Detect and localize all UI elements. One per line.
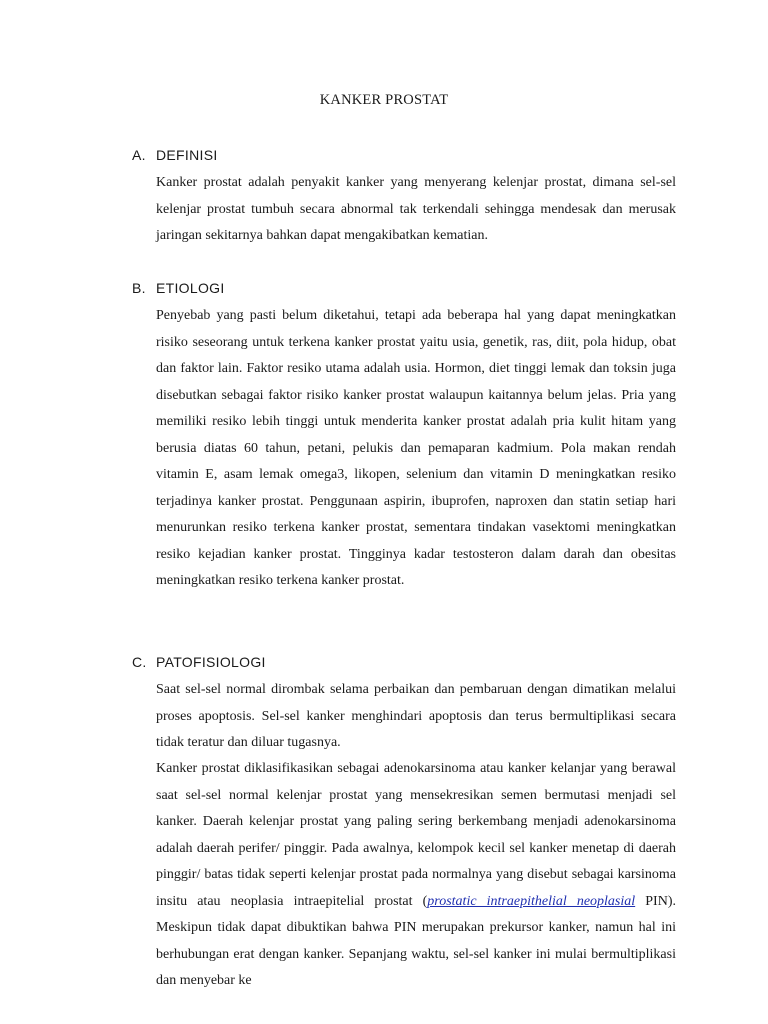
section-heading-patofisiologi: [132, 654, 266, 670]
section-letter: A.: [132, 147, 146, 163]
section-heading-definisi: [132, 147, 218, 163]
section-title: PATOFISIOLOGI: [156, 654, 266, 670]
definisi-paragraph: Kanker prostat adalah penyakit kanker yang menyerang kelenjar prostat, dimana sel-sel kelenjar prostat tumbuh secara abnormal tak terkendali sehingga mendesak dan merusak jaringan sekitarnya bahkan dapat mengakibatkan kematian.: [156, 175, 676, 243]
section-title: ETIOLOGI: [156, 280, 225, 296]
pin-term-link[interactable]: prostatic intraepithelial neoplasial: [427, 893, 636, 909]
document-title: KANKER PROSTAT: [319, 92, 449, 108]
paragraph-text-before-link: Kanker prostat diklasifikasikan sebagai adenokarsinoma atau kanker kelanjar yang berawal saat sel-sel normal kelenjar prostat yang mensekresikan semen bermutasi menjadi sel kanker. Daerah kelenjar prostat yang paling sering berkembang menjadi adenokarsinoma adalah daerah perifer/ pinggir. Pada awalnya, kelompok kecil sel kanker menetap di daerah pinggir/ batas tidak seperti kelenjar prostat pada normalnya yang disebut sebagai karsinoma insitu atau neoplasia intraepitelial prostat (: [156, 761, 676, 909]
section-heading-etiologi: [132, 280, 225, 296]
section-title: DEFINISI: [156, 147, 218, 163]
patofisiologi-paragraph-1: Saat sel-sel normal dirombak selama perbaikan dan pembaruan dengan dimatikan melalui proses apoptosis. Sel-sel kanker menghindari apoptosis dan terus bermultiplikasi secara tidak teratur dan diluar tugasnya.: [156, 682, 676, 750]
etiologi-paragraph: Penyebab yang pasti belum diketahui, tetapi ada beberapa hal yang dapat meningkatkan risiko seseorang untuk terkena kanker prostat yaitu usia, genetik, ras, diit, pola hidup, obat dan faktor lain. Faktor resiko utama adalah usia. Hormon, diet tinggi lemak dan toksin juga disebutkan sebagai faktor risiko kanker prostat walaupun kaitannya belum jelas. Pria yang memiliki resiko lebih tinggi untuk menderita kanker prostat adalah pria kulit hitam yang berusia diatas 60 tahun, petani, pelukis dan pemaparan kadmium. Pola makan rendah vitamin E, asam lemak omega3, likopen, selenium dan vitamin D meningkatkan resiko terjadinya kanker prostat. Penggunaan aspirin, ibuprofen, naproxen dan statin setiap hari menurunkan resiko terkena kanker prostat, sementara tindakan vasektomi meningkatkan resiko kejadian kanker prostat. Tingginya kadar testosteron dalam darah dan obesitas meningkatkan resiko terkena kanker prostat.: [156, 308, 676, 588]
paragraph-text-after-link: PIN). Meskipun tidak dapat dibuktikan bahwa PIN merupakan prekursor kanker, namun hal ini berhubungan erat dengan kanker. Sepanjang waktu, sel-sel kanker ini mulai bermultiplikasi dan menyebar ke: [156, 893, 676, 988]
patofisiologi-paragraph-2: [156, 756, 676, 995]
section-letter: C.: [132, 654, 147, 670]
section-letter: B.: [132, 280, 146, 296]
